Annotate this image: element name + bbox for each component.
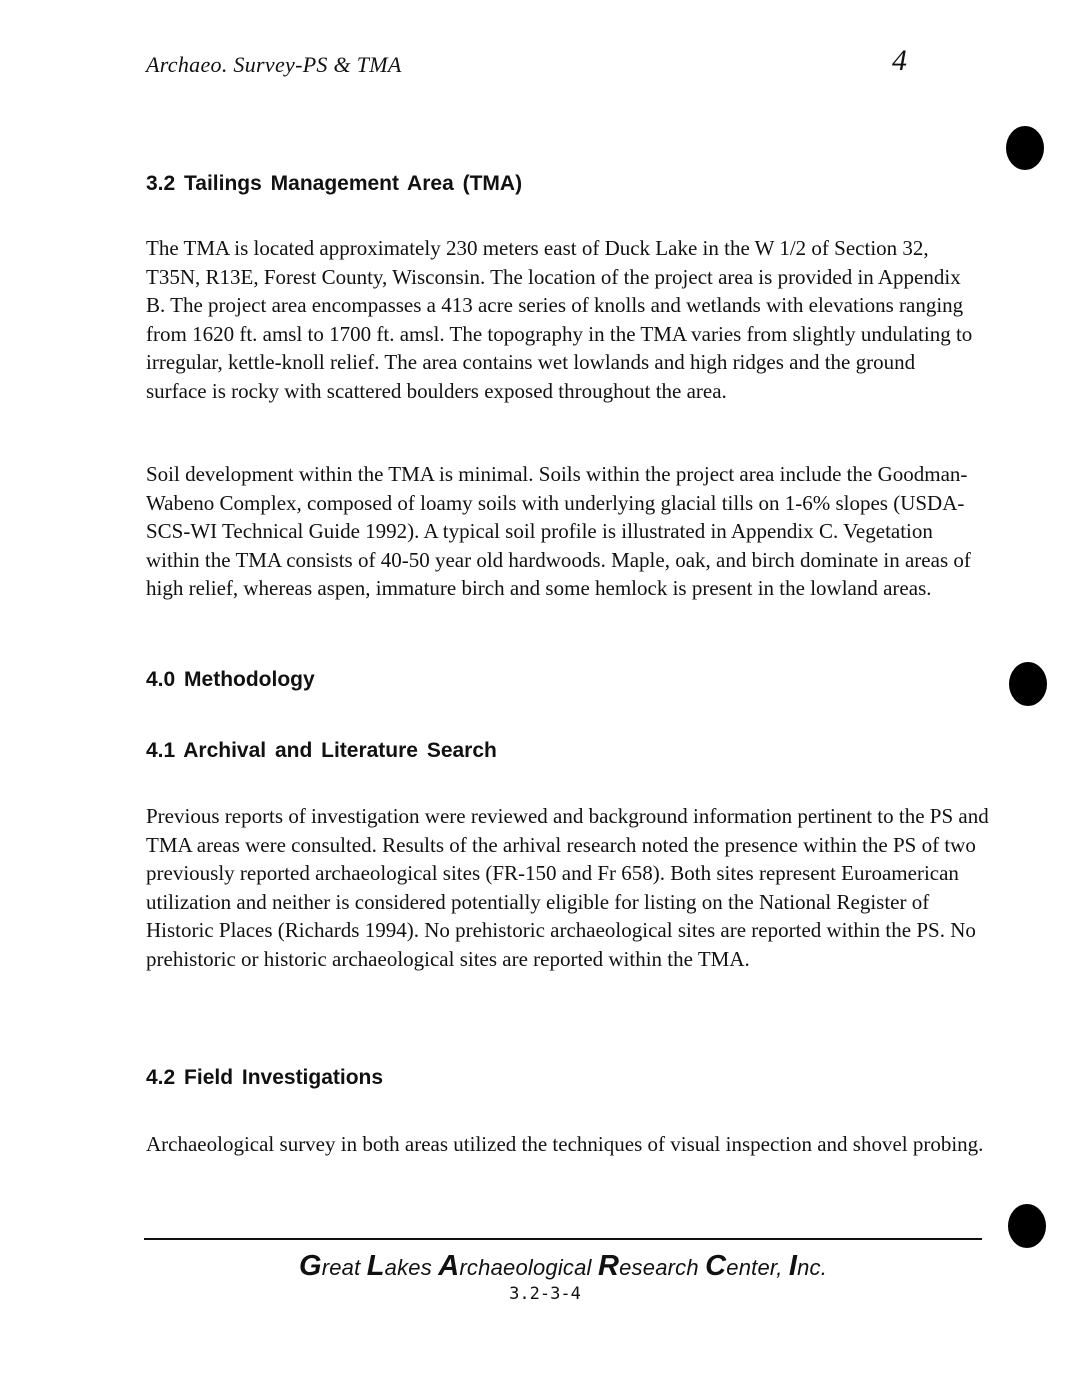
punch-hole-middle [1009, 662, 1047, 706]
footer-org-word: Center, [705, 1250, 783, 1282]
footer-document-code: 3.2-3-4 [509, 1284, 581, 1304]
footer-org-word: Great [298, 1250, 361, 1282]
footer-org-word: Archaeological [438, 1250, 592, 1282]
paragraph-archival-search: Previous reports of investigation were reviewed and background information pertinent to the PS and TMA areas were consulted. Results of the arhival research noted the presence within the PS of two previously reported archaeological sites (FR-150 and Fr 658). Both sites represent Euroamerican utilization and neither is considered potentially eligible for listing on the National Register of Historic Places (Richards 1994). No prehistoric archaeological sites are reported within the PS. No prehistoric or historic archaeological sites are reported within the TMA. [146, 804, 989, 971]
punch-hole-top [1006, 126, 1044, 170]
section-heading-4-0: 4.0 Methodology [146, 668, 315, 691]
footer-org-word: Lakes [366, 1250, 432, 1282]
paragraph-tma-soils: Soil development within the TMA is minimal. Soils within the project area include the Goodman-Wabeno Complex, composed of loamy soils with underlying glacial tills on 1-6% slopes (USDA-SCS-WI Technical Guide 1992). A typical soil profile is illustrated in Appendix C. Vegetation within the TMA consists of 40-50 year old hardwoods. Maple, oak, and birch dominate in areas of high relief, whereas aspen, immature birch and some hemlock is present in the lowland areas. [146, 462, 971, 601]
section-heading-3-2: 3.2 Tailings Management Area (TMA) [146, 172, 523, 195]
punch-hole-bottom [1008, 1204, 1046, 1248]
paragraph-tma-location: The TMA is located approximately 230 meters east of Duck Lake in the W 1/2 of Section 32, T35N, R13E, Forest County, Wisconsin. The location of the project area is provided in Appendix B. The project area encompasses a 413 acre series of knolls and wetlands with elevations ranging from 1620 ft. amsl to 1700 ft. amsl. The topography in the TMA varies from slightly undulating to irregular, kettle-knoll relief. The area contains wet lowlands and high ridges and the ground surface is rocky with scattered boulders exposed throughout the area. [146, 236, 973, 403]
section-heading-4-2: 4.2 Field Investigations [146, 1066, 384, 1089]
running-header-title: Archaeo. Survey-PS & TMA [146, 52, 402, 77]
section-heading-4-1: 4.1 Archival and Literature Search [146, 739, 497, 762]
footer-organization-name [0, 1250, 1000, 1283]
page-number: 4 [892, 44, 907, 77]
footer-org-word: Research [597, 1250, 699, 1282]
footer-divider [144, 1238, 982, 1240]
paragraph-field-investigations: Archaeological survey in both areas utilized the techniques of visual inspection and shovel probing. [146, 1132, 984, 1156]
footer-org-word: Inc. [788, 1250, 828, 1282]
